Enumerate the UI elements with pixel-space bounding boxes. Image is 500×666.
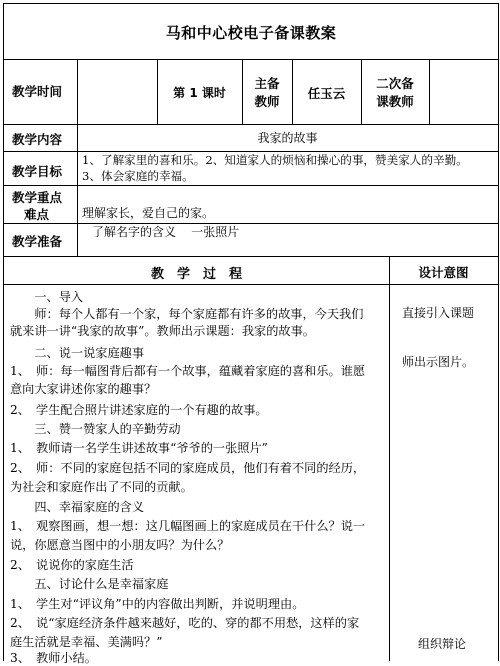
period-value: 第 1 课时 [173, 86, 226, 100]
key-points-value: 理解家长，爱自己的家。 [82, 206, 215, 220]
rule-goals-bottom [4, 185, 498, 186]
label-preparer-1: 主备 [254, 76, 280, 91]
label-preparer-2: 教师 [254, 94, 280, 109]
process-header: 教 学 过 程 [150, 267, 242, 282]
label-teaching-content: 教学内容 [12, 132, 63, 147]
process-line: 1、 教师请一名学生讲述故事“爷爷的一张照片” [10, 441, 268, 455]
process-line: 为社会和家庭作出了不同的贡献。 [10, 480, 193, 494]
label-teaching-time: 教学时间 [12, 84, 63, 99]
process-line: 2、 师：不同的家庭包括不同的家庭成员，他们有着不同的经历， [10, 461, 366, 475]
process-line: 庭生活就是幸福、美满吗？” [10, 635, 163, 649]
process-line: 五、讨论什么是幸福家庭 [10, 577, 169, 591]
rule-label-column [77, 59, 78, 256]
label-teaching-prep: 教学准备 [12, 234, 63, 249]
preparer-name: 任玉云 [307, 86, 346, 101]
lesson-plan-table [3, 3, 499, 665]
process-line: 意向大家讲述你家的趣事？ [10, 382, 157, 396]
rule-time-bottom [4, 124, 498, 125]
process-line: 2、 说“家庭经济条件越来越好，吃的、穿的都不用愁，这样的家 [10, 616, 360, 630]
rule-title-bottom [4, 59, 498, 60]
process-line: 2、 学生配合照片讲述家庭的一个有趣的故事。 [10, 403, 268, 417]
page-title: 马和中心校电子备课教案 [165, 24, 337, 42]
label-second-teacher-1: 二次备 [376, 76, 414, 91]
process-line: 2、 说说你的家庭生活 [10, 558, 134, 572]
process-line: 说，你愿意当图中的小朋友吗？为什么？ [10, 538, 230, 552]
rule-time-col5 [429, 59, 430, 124]
design-note-pictures: 师出示图片。 [402, 355, 475, 369]
process-line: 二、说一说家庭趣事 [10, 346, 145, 360]
process-line: 师：每个人都有一个家，每个家庭都有许多的故事，今天我们 [10, 307, 364, 321]
process-line: 3、 教师小结。 [10, 651, 97, 665]
design-note-intro: 直接引入课题 [402, 306, 475, 320]
process-line: 三、赞一赞家人的辛勤劳动 [10, 422, 181, 436]
rule-key-bottom [4, 223, 498, 224]
goals-line-2: 3、体会家庭的幸福。 [82, 169, 194, 183]
design-header: 设计意图 [418, 265, 469, 280]
design-note-debate: 组织辩论 [418, 637, 467, 651]
teaching-prep-value: 了解名字的含义 一张照片 [92, 225, 240, 239]
teaching-content-value: 我家的故事 [257, 131, 318, 145]
process-line: 1、 学生对“评议角”中的内容做出判断，并说明理由。 [10, 597, 305, 611]
label-teaching-goals: 教学目标 [12, 164, 63, 179]
label-key-points: 教学重点 [12, 190, 63, 205]
rule-prep-bottom [4, 256, 498, 257]
label-second-teacher-2: 课教师 [376, 94, 414, 109]
process-line: 一、导入 [10, 290, 84, 304]
process-line: 1、 观察图画，想一想：这几幅图画上的家庭成员在干什么？说一 [10, 519, 366, 533]
process-line: 1、 师：每一幅图背后都有一个故事，蕴藏着家庭的喜和乐。谁愿 [10, 364, 366, 378]
goals-line-1: 1、了解家里的喜和乐。2、知道家人的烦恼和操心的事，赞美家人的辛勤。 [82, 153, 468, 167]
rule-header-bottom [4, 284, 498, 285]
process-line: 四、幸福家庭的含义 [10, 500, 145, 514]
label-difficulties: 难点 [24, 207, 50, 222]
process-line: 就来讲一讲“我家的故事”。教师出示课题：我家的故事。 [10, 324, 315, 338]
